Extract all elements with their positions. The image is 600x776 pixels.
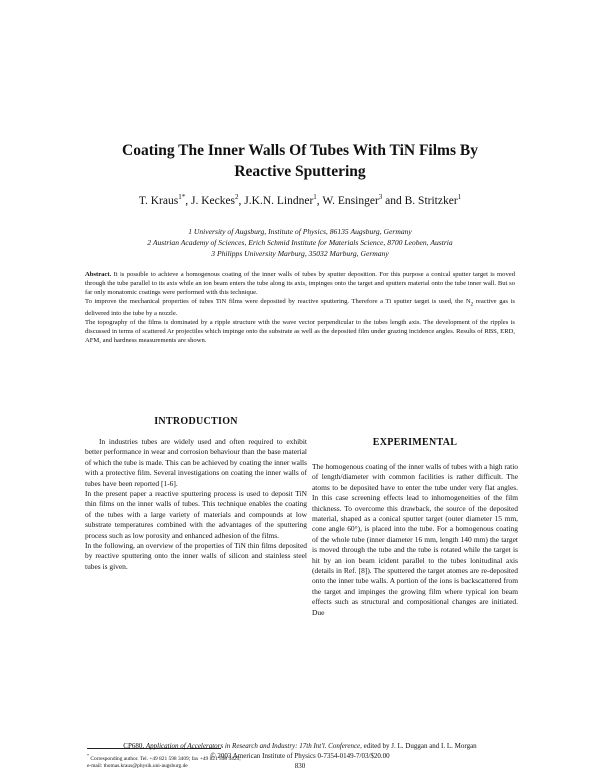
abstract-subscript: 2: [470, 302, 474, 308]
title-line-1: Coating The Inner Walls Of Tubes With TiN Films By: [122, 142, 478, 159]
footnote-mark: *: [87, 753, 89, 758]
author-affiliation-mark: 3: [378, 193, 383, 201]
author-affiliation-mark: 1: [313, 193, 317, 201]
author-affiliation-mark: 2: [235, 193, 239, 201]
author-name: J.K.N. Lindner: [244, 194, 314, 207]
author-separator: ,: [238, 194, 245, 207]
author-separator: ,: [185, 194, 191, 207]
abstract-label: Abstract.: [85, 271, 112, 278]
copyright-line: © 2003 American Institute of Physics 0-7354-0149-7/03/$20.00: [210, 752, 390, 760]
affiliation-2: 2 Austrian Academy of Sciences, Erich Schmid Institute for Materials Science, 8700 Leoben, Austria: [147, 238, 453, 247]
author-name: B. Stritzker: [404, 194, 458, 207]
footnote-text-1: Corresponding author. Tel. +49 821 598 3409; fax +49 821 598 3425;: [90, 755, 241, 762]
experimental-body: [312, 462, 518, 618]
experimental-paragraph-1: The homogenous coating of the inner walls of tubes with a high ratio of length/diameter with common facilities is rather difficult. The atoms to be deposited have to enter the tube under very flat angles. In this case screening effects lead to inhomogeneities of the film thickness. To overcome this drawback, the source of the deposited material, shaped as a conical sputter target (outer diameter 15 mm, cone angle 60°), is placed into the tube. For a homogenous coating of the whole tube (inner diameter 16 mm, length 140 mm) the target is moved through the tube and the tube is rotated while the target is hit by an ion beam icident parallel to the tubes lonitudinal axis (details in Ref. [8]). The sputtered the target atomes are re-deposited onto the inner tube walls. A portion of the ions is backscattered from the target and impinges the growing film where typical ion beam effects such as structural and compositional changes are initiated. Due: [312, 462, 518, 617]
affiliation-3: 3 Philipps University Marburg, 35032 Marburg, Germany: [211, 249, 389, 258]
abstract-paragraph-3: The topography of the films is dominated by a ripple structure with the wave vector perpendicular to the tubes length axis. The development of the ripples is discussed in terms of scattered Ar projectiles which impinge onto the substrate as well as the deposited film under grazing incidence angles. Results of RBS, ERD, AFM, and hardness measurements are shown.: [85, 319, 515, 345]
proceedings-editors: edited by J. L. Duggan and I. L. Morgan: [361, 742, 477, 750]
abstract-text-2b: reactive gas is delivered into the tube by a nozzle.: [85, 298, 515, 318]
experimental-heading: EXPERIMENTAL: [372, 437, 458, 448]
title-line-2: Reactive Sputtering: [234, 163, 366, 180]
page-number: 830: [294, 762, 306, 770]
abstract-paragraph-2: [85, 297, 515, 318]
author-affiliation-mark: 1*: [178, 193, 186, 201]
abstract-text-1: It is possible to achieve a homogenous coating of the inner walls of tubes by sputter deposition. For this purpose a conical sputter target is moved through the tube parallel to its axis while an ion beam enters the tube along its axis, impinges onto the target and sputters material onto the tube inner wall. But so far only monatomic coatings were performed with this technique.: [85, 271, 515, 296]
footnote-line-2: e-mail: thomas.kraus@physik.uni-augsburg.de: [87, 762, 188, 769]
introduction-paragraph-2: In the present paper a reactive sputtering process is used to deposit TiN thin films on the inner walls of tubes. This technique enables the coating of the tubes with a large variety of materials and compounds at low substrate temperatures combined with the advantages of the sputtering process such as low porosity and enhanced adhesion of the films.: [85, 489, 307, 540]
abstract-text-2a: To improve the mechanical properties of tubes TiN films were deposited by reactive sputtering. Therefore a Ti sputter target is used, the N: [85, 298, 471, 305]
introduction-paragraph-1: In industries tubes are widely used and often required to exhibit better performance in wear and corrosion behaviour than the base material of which the tube is made. This can be achieved by coating the inner walls with a protective film. Several investigations on coating the inner walls of tubes have been reported [1-6].: [85, 437, 307, 488]
paper-title: [60, 140, 540, 182]
proceedings-title: Application of Accelerators in Research and Industry: 17th Int'l. Conference,: [145, 742, 362, 750]
proceedings-code: CP680,: [123, 742, 146, 750]
author-name: T. Kraus: [138, 194, 179, 207]
abstract: [85, 270, 515, 345]
affiliations: [40, 226, 560, 259]
author-separator: ,: [316, 194, 323, 207]
affiliation-1: 1 University of Augsburg, Institute of Physics, 86135 Augsburg, Germany: [188, 227, 412, 236]
author-name: J. Keckes: [190, 194, 236, 207]
author-name: W. Ensinger: [322, 194, 379, 207]
author-affiliation-mark: 1: [457, 193, 462, 201]
introduction-body: [85, 437, 307, 572]
abstract-paragraph-1: [85, 270, 515, 297]
author-list: [40, 193, 560, 207]
author-separator: and: [382, 194, 405, 207]
introduction-paragraph-3: In the following, an overview of the properties of TiN thin films deposited by reactive sputtering onto the inner walls of silicon and stainless steel tubes is given.: [85, 541, 307, 571]
introduction-heading: INTRODUCTION: [154, 416, 238, 427]
proceedings-line: [20, 742, 580, 751]
